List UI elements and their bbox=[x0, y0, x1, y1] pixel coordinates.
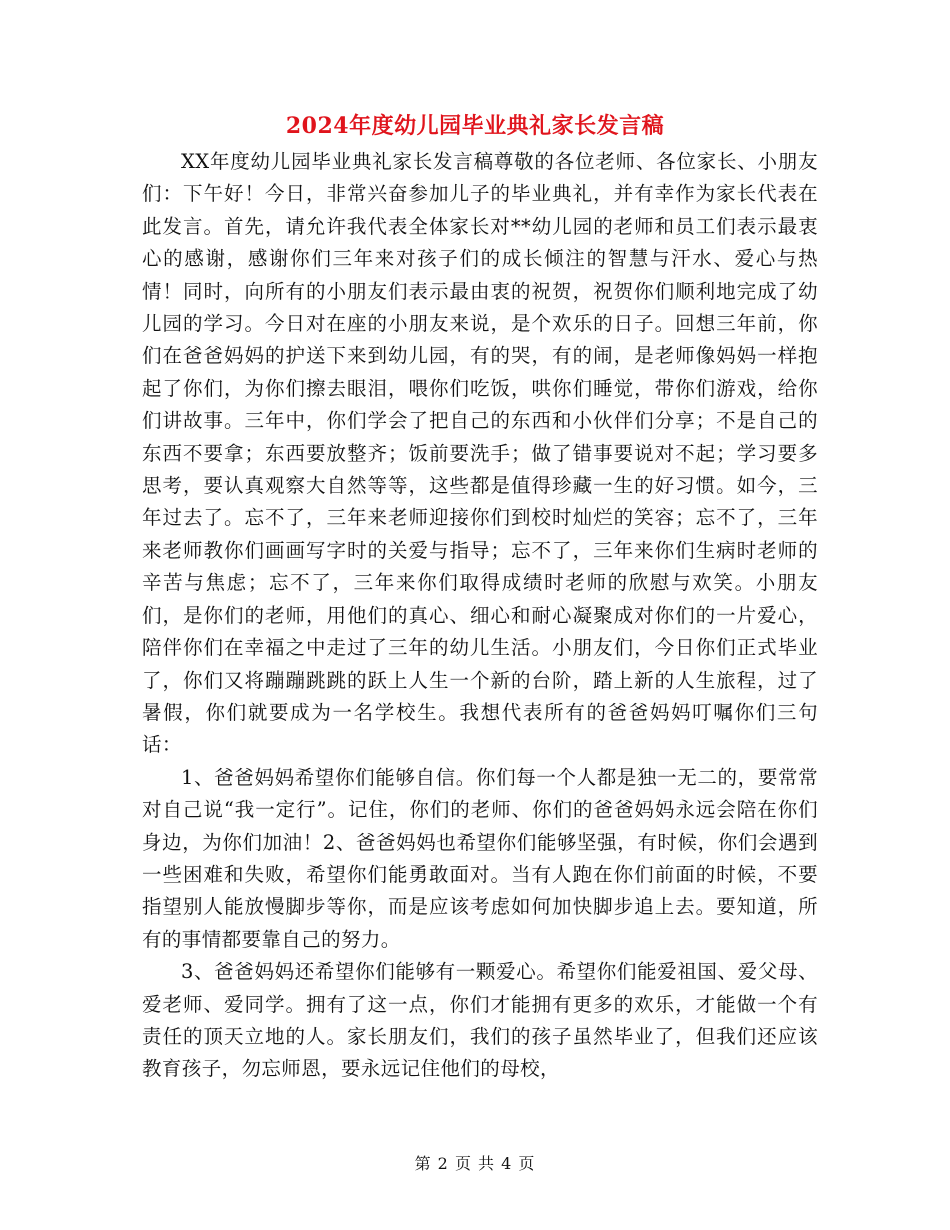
paragraph-point-1-2: 1、爸爸妈妈希望你们能够自信。你们每一个人都是独一无二的，要常常对自己说“我一定行”。记住，你们的老师、你们的爸爸妈妈永远会陪在你们身边，为你们加油！2、爸爸妈妈也希望你们能够坚强，有时候，你们会遇到一些困难和失败，希望你们能勇敢面对。当有人跑在你们前面的时候，不要指望别人能放慢脚步等你，而是应该考虑如何加快脚步追上去。要知道，所有的事情都要靠自己的努力。 bbox=[142, 765, 818, 951]
document-body bbox=[142, 146, 818, 1086]
paragraph-intro: XX年度幼儿园毕业典礼家长发言稿尊敬的各位老师、各位家长、小朋友们：下午好！今日，非常兴奋参加儿子的毕业典礼，并有幸作为家长代表在此发言。首先，请允许我代表全体家长对**幼儿园的老师和员工们表示最衷心的感谢，感谢你们三年来对孩子们的成长倾注的智慧与汗水、爱心与热情！同时，向所有的小朋友们表示最由衷的祝贺，祝贺你们顺利地完成了幼儿园的学习。今日对在座的小朋友来说，是个欢乐的日子。回想三年前，你们在爸爸妈妈的护送下来到幼儿园，有的哭，有的闹，是老师像妈妈一样抱起了你们，为你们擦去眼泪，喂你们吃饭，哄你们睡觉，带你们游戏，给你们讲故事。三年中，你们学会了把自己的东西和小伙伴们分享；不是自己的东西不要拿；东西要放整齐；饭前要洗手；做了错事要说对不起；学习要多思考，要认真观察大自然等等，这些都是值得珍藏一生的好习惯。如今，三年过去了。忘不了，三年来老师迎接你们到校时灿烂的笑容；忘不了，三年来老师教你们画画写字时的关爱与指导；忘不了，三年来你们生病时老师的辛苦与焦虑；忘不了，三年来你们取得成绩时老师的欣慰与欢笑。小朋友们，是你们的老师，用他们的真心、细心和耐心凝聚成对你们的一片爱心，陪伴你们在幸福之中走过了三年的幼儿生活。小朋友们，今日你们正式毕业了，你们又将蹦蹦跳跳的跃上人生一个新的台阶，踏上新的人生旅程，过了暑假，你们就要成为一名学校生。我想代表所有的爸爸妈妈叮嘱你们三句话： bbox=[142, 150, 818, 757]
page-number-footer: 第 2 页 共 4 页 bbox=[414, 1154, 536, 1173]
document-title: 2024年度幼儿园毕业典礼家长发言稿 bbox=[285, 113, 665, 139]
paragraph-point-3: 3、爸爸妈妈还希望你们能够有一颗爱心。希望你们能爱祖国、爱父母、爱老师、爱同学。拥有了这一点，你们才能拥有更多的欢乐，才能做一个有责任的顶天立地的人。家长朋友们，我们的孩子虽然毕业了，但我们还应该教育孩子，勿忘师恩，要永远记住他们的母校， bbox=[142, 960, 818, 1081]
